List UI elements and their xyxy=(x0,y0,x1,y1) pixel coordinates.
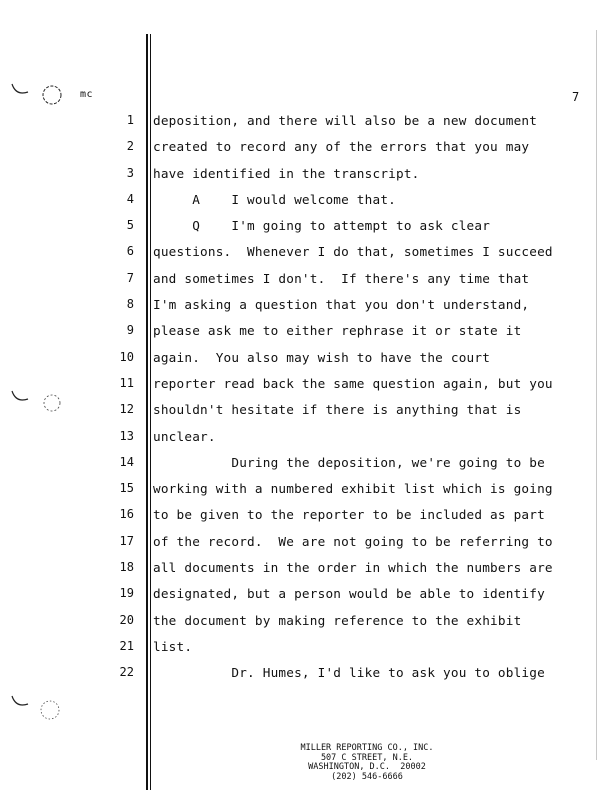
line-number: 11 xyxy=(119,375,134,390)
line-text: shouldn't hesitate if there is anything that is xyxy=(153,402,522,418)
footer-city: WASHINGTON, D.C. 20002 xyxy=(308,762,426,772)
line-text: During the deposition, we're going to be xyxy=(153,454,545,470)
footer-street: 507 C STREET, N.E. xyxy=(320,752,414,763)
transcript-line xyxy=(0,402,612,428)
line-number: 18 xyxy=(119,560,134,575)
transcript-lines xyxy=(0,113,612,692)
transcript-line xyxy=(0,350,612,376)
line-number: 13 xyxy=(119,428,134,443)
line-text: all documents in the order in which the numbers are xyxy=(153,560,553,576)
transcript-line xyxy=(0,507,612,533)
punch-hole-icon xyxy=(8,690,68,724)
line-text: created to record any of the errors that you may xyxy=(153,139,530,155)
transcript-line xyxy=(0,271,612,297)
line-text: to be given to the reporter to be included as part xyxy=(153,507,545,523)
line-number: 17 xyxy=(119,533,134,548)
transcript-line xyxy=(0,534,612,560)
line-text: working with a numbered exhibit list which is going xyxy=(153,481,553,497)
line-text: designated, but a person would be able to identify xyxy=(153,586,545,602)
line-number: 1 xyxy=(126,113,134,127)
line-number: 21 xyxy=(119,638,134,653)
line-number: 20 xyxy=(119,612,134,627)
transcript-line xyxy=(0,455,612,481)
transcript-line xyxy=(0,376,612,402)
footer-company: MILLER REPORTING CO., INC. xyxy=(300,743,434,753)
reporting-company-footer xyxy=(250,744,484,782)
line-text: unclear. xyxy=(153,428,216,444)
transcript-line xyxy=(0,113,612,139)
line-number: 16 xyxy=(119,507,134,522)
line-number: 10 xyxy=(119,349,134,364)
reporter-initials: mc xyxy=(80,89,94,100)
line-number: 15 xyxy=(119,481,134,496)
line-text: and sometimes I don't. If there's any time that xyxy=(153,270,530,286)
line-text: Dr. Humes, I'd like to ask you to oblige xyxy=(153,665,545,681)
transcript-line xyxy=(0,665,612,691)
transcript-line xyxy=(0,192,612,218)
line-number: 7 xyxy=(126,270,134,285)
line-text: deposition, and there will also be a new document xyxy=(153,113,538,128)
line-number: 8 xyxy=(126,297,134,312)
line-text: I'm asking a question that you don't understand, xyxy=(153,297,530,313)
line-text: reporter read back the same question again, but you xyxy=(153,375,553,391)
page-number: 7 xyxy=(572,90,580,104)
line-number: 9 xyxy=(126,323,134,338)
line-number: 2 xyxy=(126,139,134,154)
line-text: Q I'm going to attempt to ask clear xyxy=(153,218,491,234)
transcript-line xyxy=(0,297,612,323)
line-text: list. xyxy=(153,638,193,654)
line-number: 19 xyxy=(119,586,134,601)
transcript-line xyxy=(0,560,612,586)
line-number: 22 xyxy=(119,665,134,680)
punch-hole-icon xyxy=(8,78,68,112)
footer-phone: (202) 546-6666 xyxy=(331,771,403,782)
line-number: 14 xyxy=(119,454,134,469)
line-text: have identified in the transcript. xyxy=(153,165,420,181)
line-text: please ask me to either rephrase it or state it xyxy=(153,323,522,339)
transcript-line xyxy=(0,218,612,244)
transcript-line xyxy=(0,244,612,270)
transcript-line xyxy=(0,139,612,165)
line-text: of the record. We are not going to be referring to xyxy=(153,533,553,549)
line-text: A I would welcome that. xyxy=(153,191,396,207)
line-text: again. You also may wish to have the court xyxy=(153,349,491,365)
transcript-line xyxy=(0,429,612,455)
transcript-line xyxy=(0,166,612,192)
transcript-line xyxy=(0,323,612,349)
line-text: the document by making reference to the exhibit xyxy=(153,612,522,628)
line-number: 5 xyxy=(126,218,134,233)
transcript-line xyxy=(0,586,612,612)
transcript-line xyxy=(0,613,612,639)
line-number: 6 xyxy=(126,244,134,259)
transcript-line xyxy=(0,639,612,665)
line-number: 12 xyxy=(119,402,134,417)
transcript-line xyxy=(0,481,612,507)
line-number: 4 xyxy=(126,191,134,206)
line-text: questions. Whenever I do that, sometimes I succeed xyxy=(153,244,553,260)
line-number: 3 xyxy=(126,165,134,180)
